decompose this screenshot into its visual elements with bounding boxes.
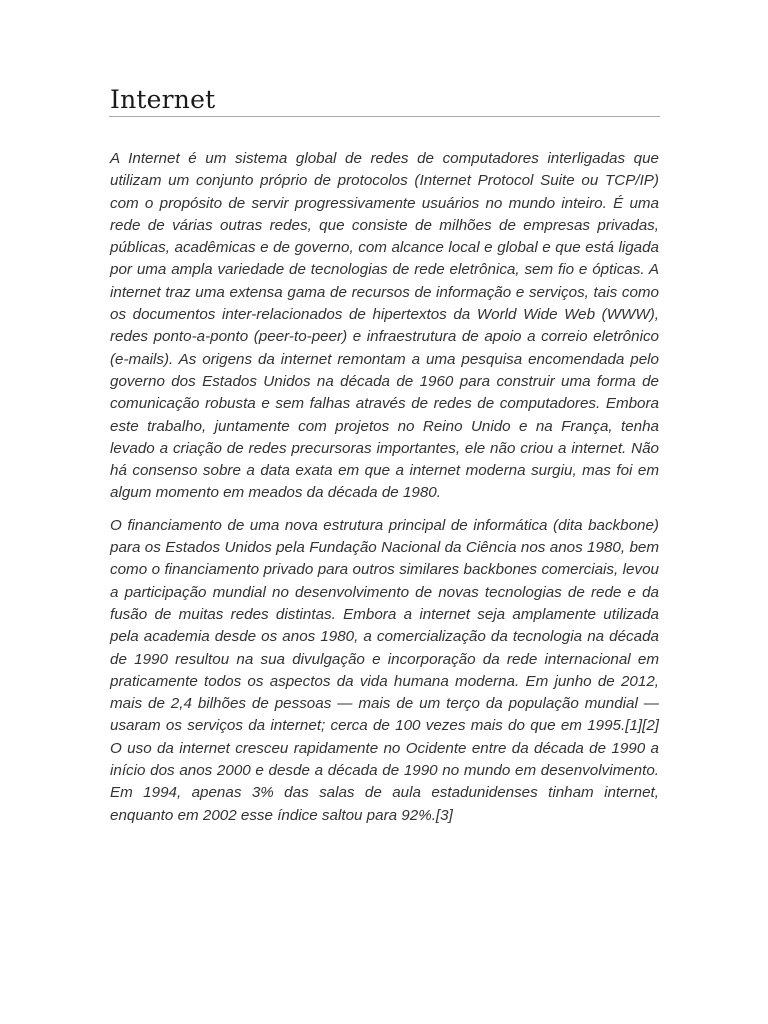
paragraph-1: A Internet é um sistema global de redes de computadores interligadas que utilizam um conjunto próprio de protocolos (Internet Protocol Suite ou TCP/IP) com o propósito de servir progressivamente usuários no mundo inteiro. É uma rede de várias outras redes, que consiste de milhões de empresas privadas, públicas, acadêmicas e de governo, com alcance local e global e que está ligada por uma ampla variedade de tecnologias de rede eletrônica, sem fio e ópticas. A internet traz uma extensa gama de recursos de informação e serviços, tais como os documentos inter-relacionados de hipertextos da World Wide Web (WWW), redes ponto-a-ponto (peer-to-peer) e infraestrutura de apoio a correio eletrônico (e-mails). As origens da internet remontam a uma pesquisa encomendada pelo governo dos Estados Unidos na década de 1960 para construir uma forma de comunicação robusta e sem falhas através de redes de computadores. Embora este trabalho, juntamente com projetos no Reino Unido e na França, tenha levado a criação de redes precursoras importantes, ele não criou a internet. Não há consenso sobre a data exata em que a internet moderna surgiu, mas foi em algum momento em meados da década de 1980. xyxy=(110,150,659,502)
document-body xyxy=(110,148,659,837)
paragraph-2: O financiamento de uma nova estrutura principal de informática (dita backbone) para os Estados Unidos pela Fundação Nacional da Ciência nos anos 1980, bem como o financiamento privado para outros similares backbones comerciais, levou a participação mundial no desenvolvimento de novas tecnologias de rede e da fusão de muitas redes distintas. Embora a internet seja amplamente utilizada pela academia desde os anos 1980, a comercialização da tecnologia na década de 1990 resultou na sua divulgação e incorporação da rede internacional em praticamente todos os aspectos da vida humana moderna. Em junho de 2012, mais de 2,4 bilhões de pessoas — mais de um terço da população mundial — usaram os serviços da internet; cerca de 100 vezes mais do que em 1995.[1][2] O uso da internet cresceu rapidamente no Ocidente entre da década de 1990 a início dos anos 2000 e desde a década de 1990 no mundo em desenvolvimento. Em 1994, apenas 3% das salas de aula estadunidenses tinham internet, enquanto em 2002 esse índice saltou para 92%.[3] xyxy=(110,516,659,824)
title-underline-divider xyxy=(109,116,660,117)
document-title: Internet xyxy=(110,85,216,114)
